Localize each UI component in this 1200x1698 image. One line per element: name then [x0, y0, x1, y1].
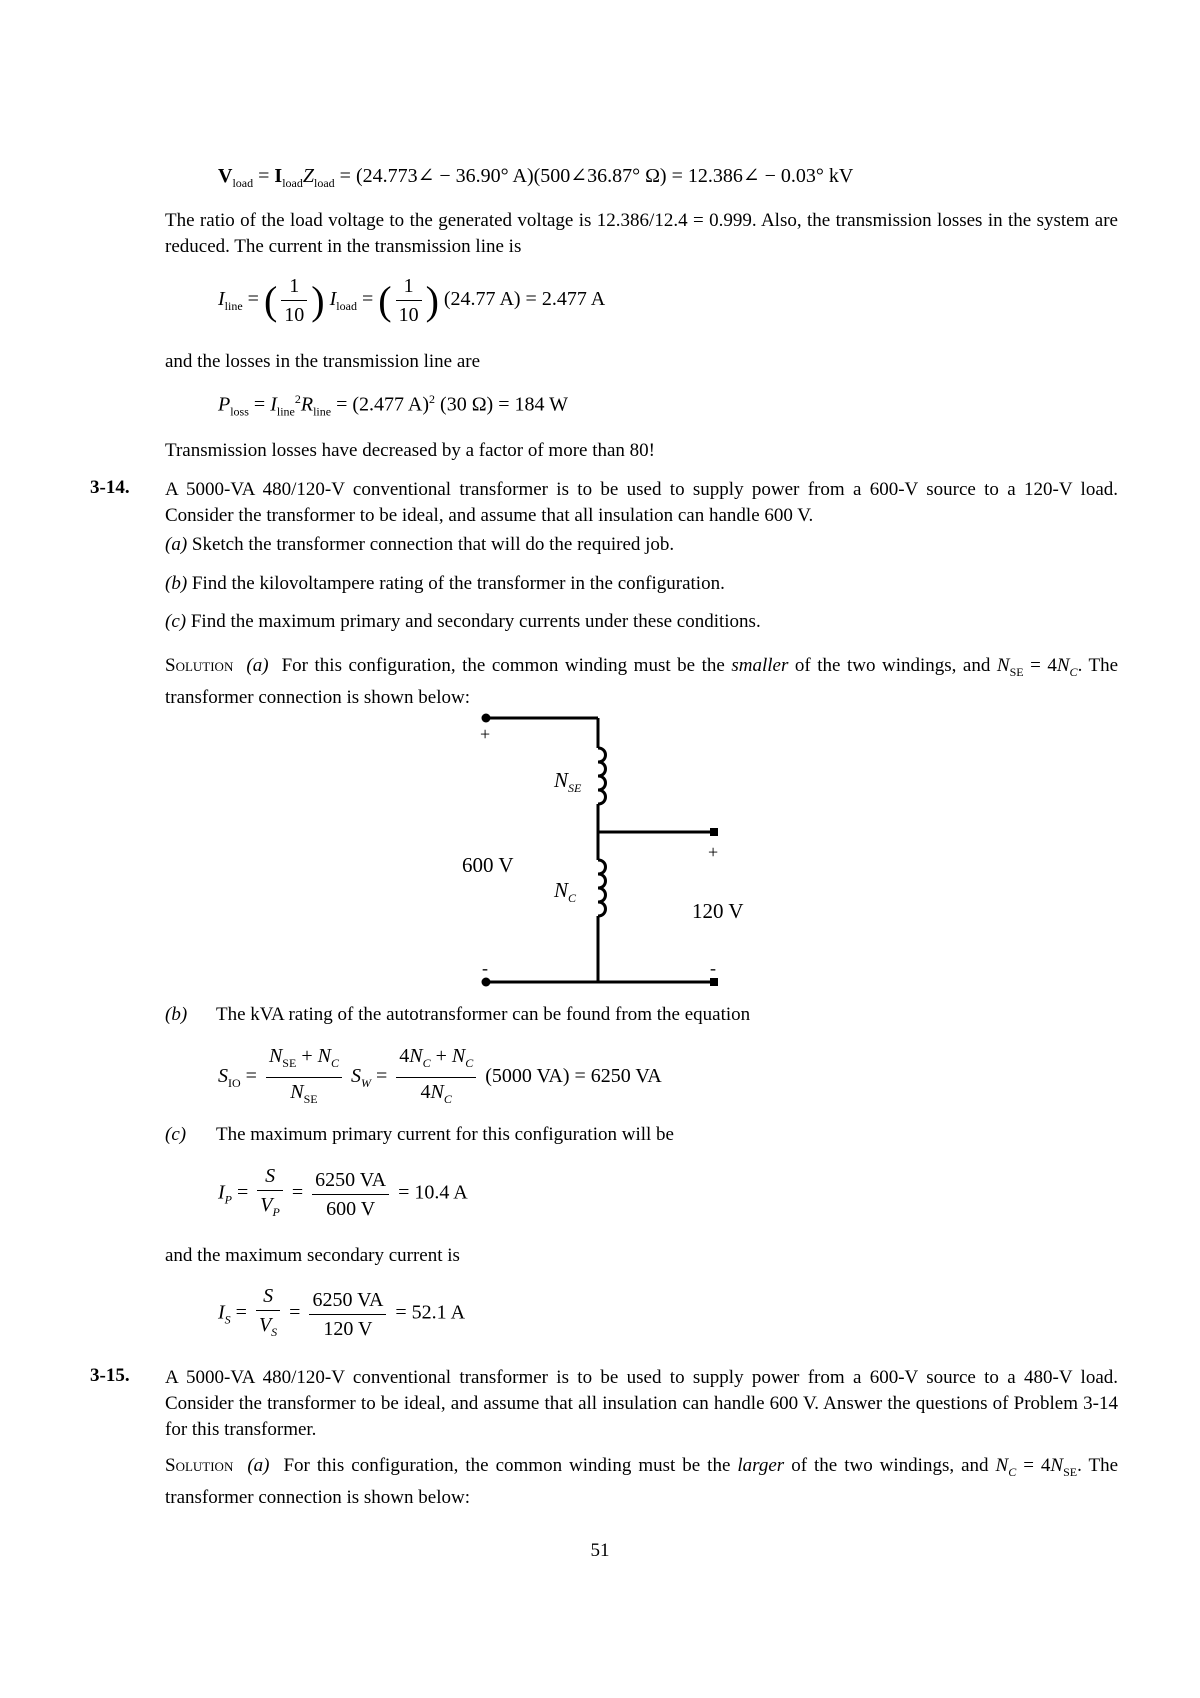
- minus-left-label: -: [482, 958, 488, 978]
- plus-right-label: +: [708, 842, 719, 862]
- nc-coil: [598, 860, 606, 916]
- v600-label: 600 V: [462, 853, 514, 877]
- iline-equation: $I_{line}$ = ( $\frac{1}{10}$ ) $I_{load}$ = ( $\frac{1}{10}$ ) (24.77 A) = 2.477 A: [218, 272, 605, 329]
- part-c-label: (c): [165, 1124, 187, 1145]
- v120-label: 120 V: [692, 899, 744, 923]
- problem-3-14-part-b: (b) Find the kilovoltampere rating of the transformer in the configuration.: [165, 573, 725, 594]
- nc-label: $N_C$: [554, 878, 577, 906]
- sio-equation: $S_{IO}$ = $\frac{N_{SE} + N_C}{N_{SE}}$ $S_W$ = $\frac{4N_C + N_C}{4N_C}$ (5000 VA) = 6250 VA: [218, 1042, 662, 1113]
- plus-top-label: +: [480, 724, 491, 744]
- losses-paragraph: and the losses in the transmission line are: [165, 351, 481, 372]
- vload-equation: $V_{load} = I_{load}Z_{load}$ = (24.773∠ − 36.90° A)(500∠36.87° Ω) = 12.386∠ − 0.03° kV: [218, 165, 854, 190]
- secondary-current-text: and the maximum secondary current is: [165, 1245, 460, 1266]
- ratio-paragraph: The ratio of the load voltage to the generated voltage is 12.386/12.4 = 0.999. Also, the transmission losses in the system are reduced. The current in the transmission line is: [165, 210, 1118, 257]
- problem-3-14-part-a: (a) Sketch the transformer connection that will do the required job.: [165, 534, 675, 555]
- part-c-text: The maximum primary current for this configuration will be: [216, 1124, 674, 1145]
- problem-3-14-text: A 5000-VA 480/120-V conventional transformer is to be used to supply power from a 600-V source to a 120-V load. Consider the transformer to be ideal, and assume that all insulation can handle 600 V.: [165, 479, 1118, 526]
- ploss-equation: $P_{loss} = I_{line}^2R_{line} = (2.477$ A)$^2$ (30 Ω) = 184 W: [218, 392, 569, 419]
- terminal-top-left: [482, 714, 491, 723]
- problem-3-15-number: 3-15.: [90, 1365, 130, 1386]
- solution-3-15: Solution (a) For this configuration, the common winding must be the larger of the two windings, and $N_C = 4N_{SE}$. The transformer connection is shown below:: [165, 1455, 1119, 1508]
- decreased-paragraph: Transmission losses have decreased by a factor of more than 80!: [165, 440, 656, 461]
- nse-label: $N_{SE}$: [554, 768, 582, 796]
- page-number: 51: [590, 1540, 610, 1561]
- nse-coil: [598, 748, 606, 804]
- problem-3-14-part-c: (c) Find the maximum primary and secondary currents under these conditions.: [165, 611, 761, 632]
- problem-3-15-text: A 5000-VA 480/120-V conventional transformer is to be used to supply power from a 600-V source to a 480-V load. Consider the transformer to be ideal, and assume that all insulation can handle 600 V. Answer the questions of Problem 3-14 for this transformer.: [165, 1367, 1118, 1440]
- part-b-text: The kVA rating of the autotransformer can be found from the equation: [216, 1004, 751, 1025]
- is-equation: $I_S$ = $\frac{S}{V_S}$ = $\frac{6250 VA}{120 V}$ = 52.1 A: [218, 1282, 465, 1346]
- problem-3-14-number: 3-14.: [90, 477, 130, 498]
- terminal-tap-right: [710, 828, 718, 836]
- terminal-bottom-right: [710, 978, 718, 986]
- solution-3-14: Solution (a) For this configuration, the common winding must be the smaller of the two windings, and $N_{SE} = 4N_C$. The transformer connection is shown below:: [165, 655, 1119, 708]
- minus-right-label: -: [710, 958, 716, 978]
- ip-equation: $I_P$ = $\frac{S}{V_P}$ = $\frac{6250 VA}{600 V}$ = 10.4 A: [218, 1162, 468, 1226]
- part-b-label: (b): [165, 1004, 188, 1025]
